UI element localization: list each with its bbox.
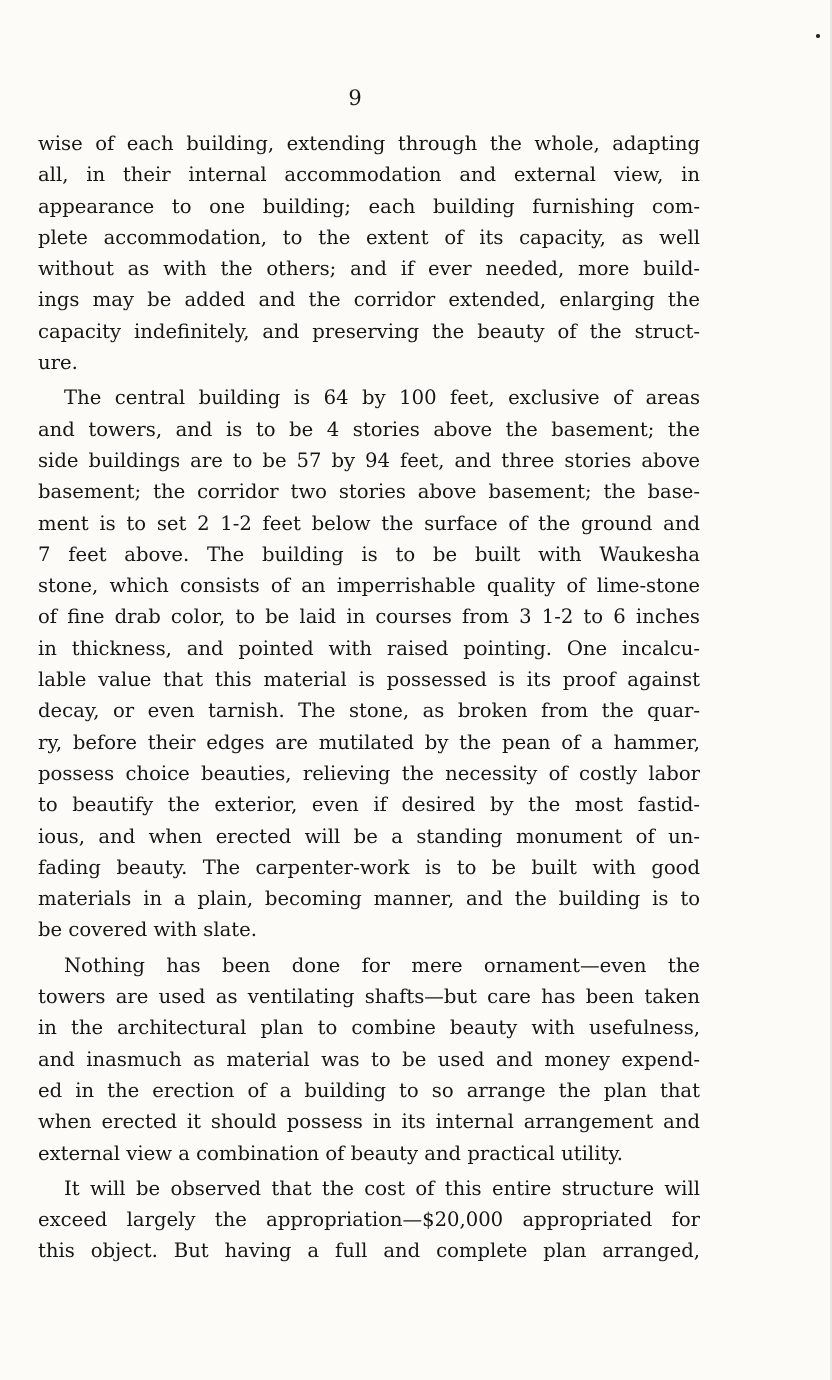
text-line: exceed largely the appropriation—$20,000 appropriated for [38,1208,700,1232]
text-line: this object. But having a full and complete plan arranged, [38,1239,700,1263]
paragraph-3 [38,950,700,1169]
text-line: ings may be added and the corridor extended, enlarging the [38,288,700,312]
text-line: lable value that this material is possessed is its proof against [38,668,700,692]
text-line: appearance to one building; each building furnishing com- [38,194,700,218]
page-number: 9 [348,86,362,110]
text-line: Nothing has been done for mere ornament—even the [64,953,700,977]
text-line: without as with the others; and if ever needed, more build- [38,257,700,281]
text-line: possess choice beauties, relieving the necessity of costly labor [38,761,700,785]
paragraph-4 [38,1173,700,1267]
text-line: The central building is 64 by 100 feet, exclusive of areas [64,386,700,410]
text-line: It will be observed that the cost of this entire structure will [64,1176,700,1200]
text-line: ed in the erection of a building to so arrange the plan that [38,1078,700,1102]
text-line: and towers, and is to be 4 stories above the basement; the [38,417,700,441]
paragraph-1 [38,128,700,378]
text-line: 7 feet above. The building is to be built with Waukesha [38,542,700,566]
text-line: ure. [38,351,78,375]
text-line: to beautify the exterior, even if desired by the most fastid- [38,793,700,817]
text-line: wise of each building, extending through the whole, adapting [38,132,700,155]
body-text [38,128,700,1267]
text-line: be covered with slate. [38,918,257,942]
text-line: and inasmuch as material was to be used and money expend- [38,1047,700,1071]
text-line: in the architectural plan to combine beauty with usefulness, [38,1016,700,1040]
text-line: fading beauty. The carpenter-work is to be built with good [38,855,700,879]
text-line: ious, and when erected will be a standing monument of un- [38,824,700,848]
text-line: external view a combination of beauty and practical utility. [38,1141,624,1165]
text-line: towers are used as ventilating shafts—but care has been taken [38,985,700,1009]
text-line: capacity indefinitely, and preserving the beauty of the struct- [38,319,700,343]
text-line: basement; the corridor two stories above basement; the base- [38,480,700,504]
paragraph-2 [38,382,700,945]
text-line: decay, or even tarnish. The stone, as broken from the quar- [38,699,700,723]
text-line: plete accommodation, to the extent of its capacity, as well [38,225,700,249]
text-line: stone, which consists of an imperrishable quality of lime-stone [38,574,700,598]
text-line: ment is to set 2 1-2 feet below the surface of the ground and [38,511,700,535]
text-line: materials in a plain, becoming manner, and the building is to [38,887,700,911]
text-line: side buildings are to be 57 by 94 feet, and three stories above [38,448,700,472]
text-line: in thickness, and pointed with raised pointing. One incalcu- [38,636,700,660]
text-line: when erected it should possess in its internal arrangement and [38,1110,700,1134]
edge-speck [816,34,820,38]
text-line: of fine drab color, to be laid in courses from 3 1-2 to 6 inches [38,605,700,629]
text-line: all, in their internal accommodation and external view, in [38,163,700,187]
text-line: ry, before their edges are mutilated by the pean of a hammer, [38,730,700,754]
